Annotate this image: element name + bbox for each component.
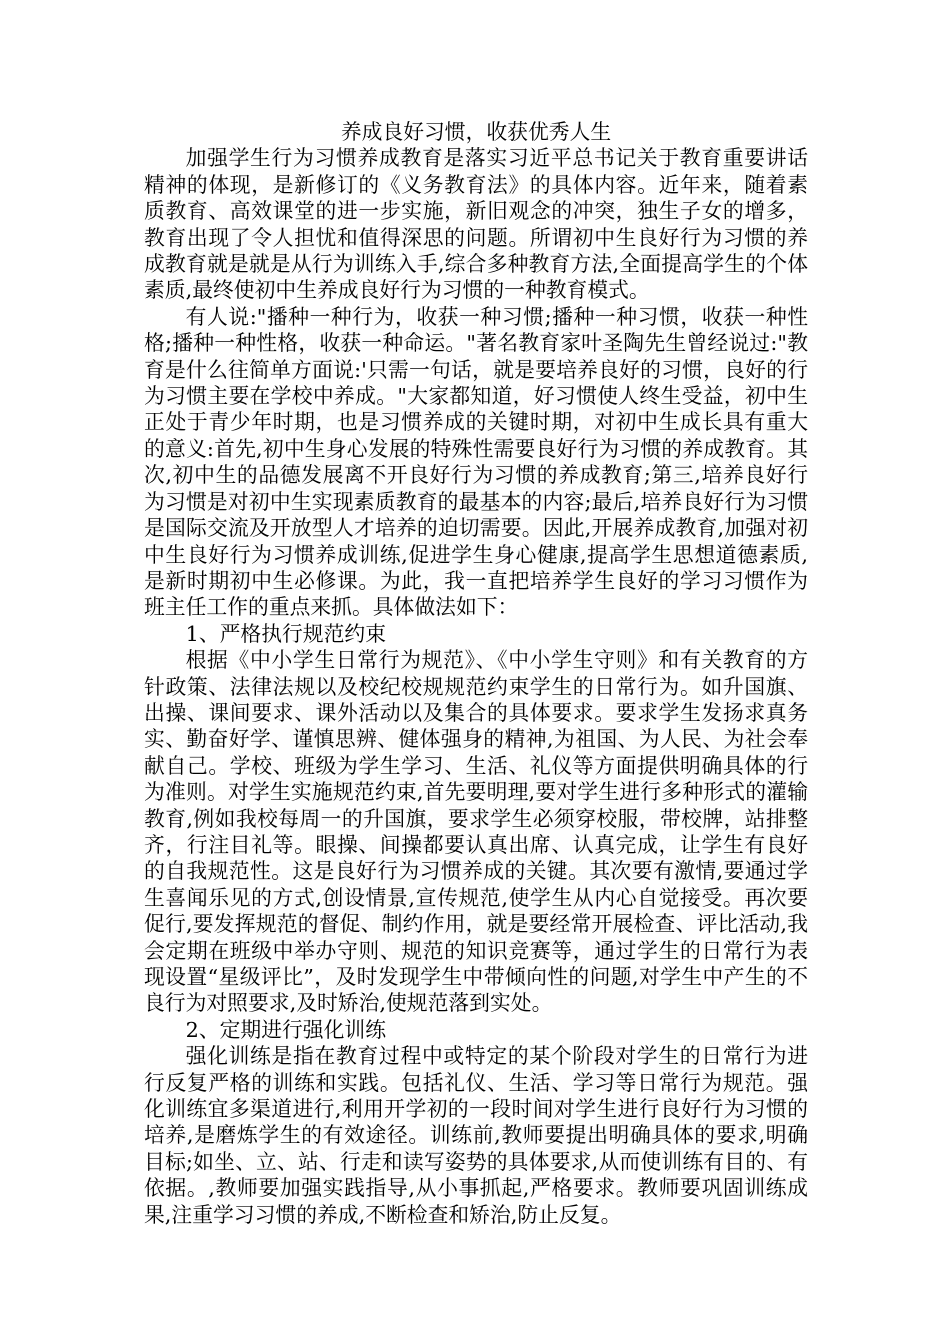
section-heading-2: 2、定期进行强化训练 bbox=[185, 1017, 386, 1042]
paragraph-section-2: 强化训练是指在教育过程中或特定的某个阶段对学生的日常行为进行反复严格的训练和实践。包括礼仪、生活、学习等日常行为规范。强化训练宜多渠道进行,利用开学初的一段时间对学生进行良好行为习惯的培养,是磨炼学生的有效途径。训练前,教师要提出明确具体的要求,明确目标;如坐、立、站、行走和读写姿势的具体要求,从而使训练有目的、有依据。,教师要加强实践指导,从小事抓起,严格要求。教师要巩固训练成果,注重学习习惯的养成,不断检查和矫治,防止反复。 bbox=[144, 1044, 808, 1227]
paragraph-intro: 加强学生行为习惯养成教育是落实习近平总书记关于教育重要讲话精神的体现，是新修订的《义务教育法》的具体内容。近年来，随着素质教育、高效课堂的进一步实施，新旧观念的冲突，独生子女的增多，教育出现了令人担忧和值得深思的问题。所谓初中生良好行为习惯的养成教育就是就是从行为训练入手,综合多种教育方法,全面提高学生的个体素质,最终使初中生养成良好行为习惯的一种教育模式。 bbox=[144, 146, 808, 303]
section-heading-1: 1、严格执行规范约束 bbox=[185, 621, 386, 646]
paragraph-section-1: 根据《中小学生日常行为规范》、《中小学生守则》和有关教育的方针政策、法律法规以及校纪校规规范约束学生的日常行为。如升国旗、出操、课间要求、课外活动以及集合的具体要求。要求学生发扬求真务实、勤奋好学、谨慎思辨、健体强身的精神,为祖国、为人民、为社会奉献自己。学校、班级为学生学习、生活、礼仪等方面提供明确具体的行为准则。对学生实施规范约束,首先要明理,要对学生进行多种形式的灌输教育,例如我校每周一的升国旗，要求学生必须穿校服，带校牌，站排整齐，行注目礼等。眼操、间操都要认真出席、认真完成，让学生有良好的自我规范性。这是良好行为习惯养成的关键。其次要有激情,要通过学生喜闻乐见的方式,创设情景,宣传规范,使学生从内心自觉接受。再次要促行,要发挥规范的督促、制约作用，就是要经常开展检查、评比活动,我会定期在班级中举办守则、规范的知识竞赛等，通过学生的日常行为表现设置“星级评比”，及时发现学生中带倾向性的问题,对学生中产生的不良行为对照要求,及时矫治,使规范落到实处。 bbox=[144, 648, 808, 1016]
document-page bbox=[144, 119, 808, 1228]
document-title: 养成良好习惯，收获优秀人生 bbox=[340, 120, 612, 144]
paragraph-quote: 有人说:"播种一种行为，收获一种习惯;播种一种习惯，收获一种性格;播种一种性格，收获一种命运。"著名教育家叶圣陶先生曾经说过:"教育是什么往简单方面说:'只需一句话，就是要培养良好的习惯，良好的行为习惯主要在学校中养成。"大家都知道，好习惯使人终生受益，初中生正处于青少年时期，也是习惯养成的关键时期，对初中生成长具有重大的意义:首先,初中生身心发展的特殊性需要良好行为习惯的养成教育。其次,初中生的品德发展离不开良好行为习惯的养成教育;第三,培养良好行为习惯是对初中生实现素质教育的最基本的内容;最后,培养良好行为习惯是国际交流及开放型人才培养的迫切需要。因此,开展养成教育,加强对初中生良好行为习惯养成训练,促进学生身心健康,提高学生思想道德素质,是新时期初中生必修课。为此，我一直把培养学生良好的学习习惯作为班主任工作的重点来抓。具体做法如下： bbox=[144, 304, 808, 620]
